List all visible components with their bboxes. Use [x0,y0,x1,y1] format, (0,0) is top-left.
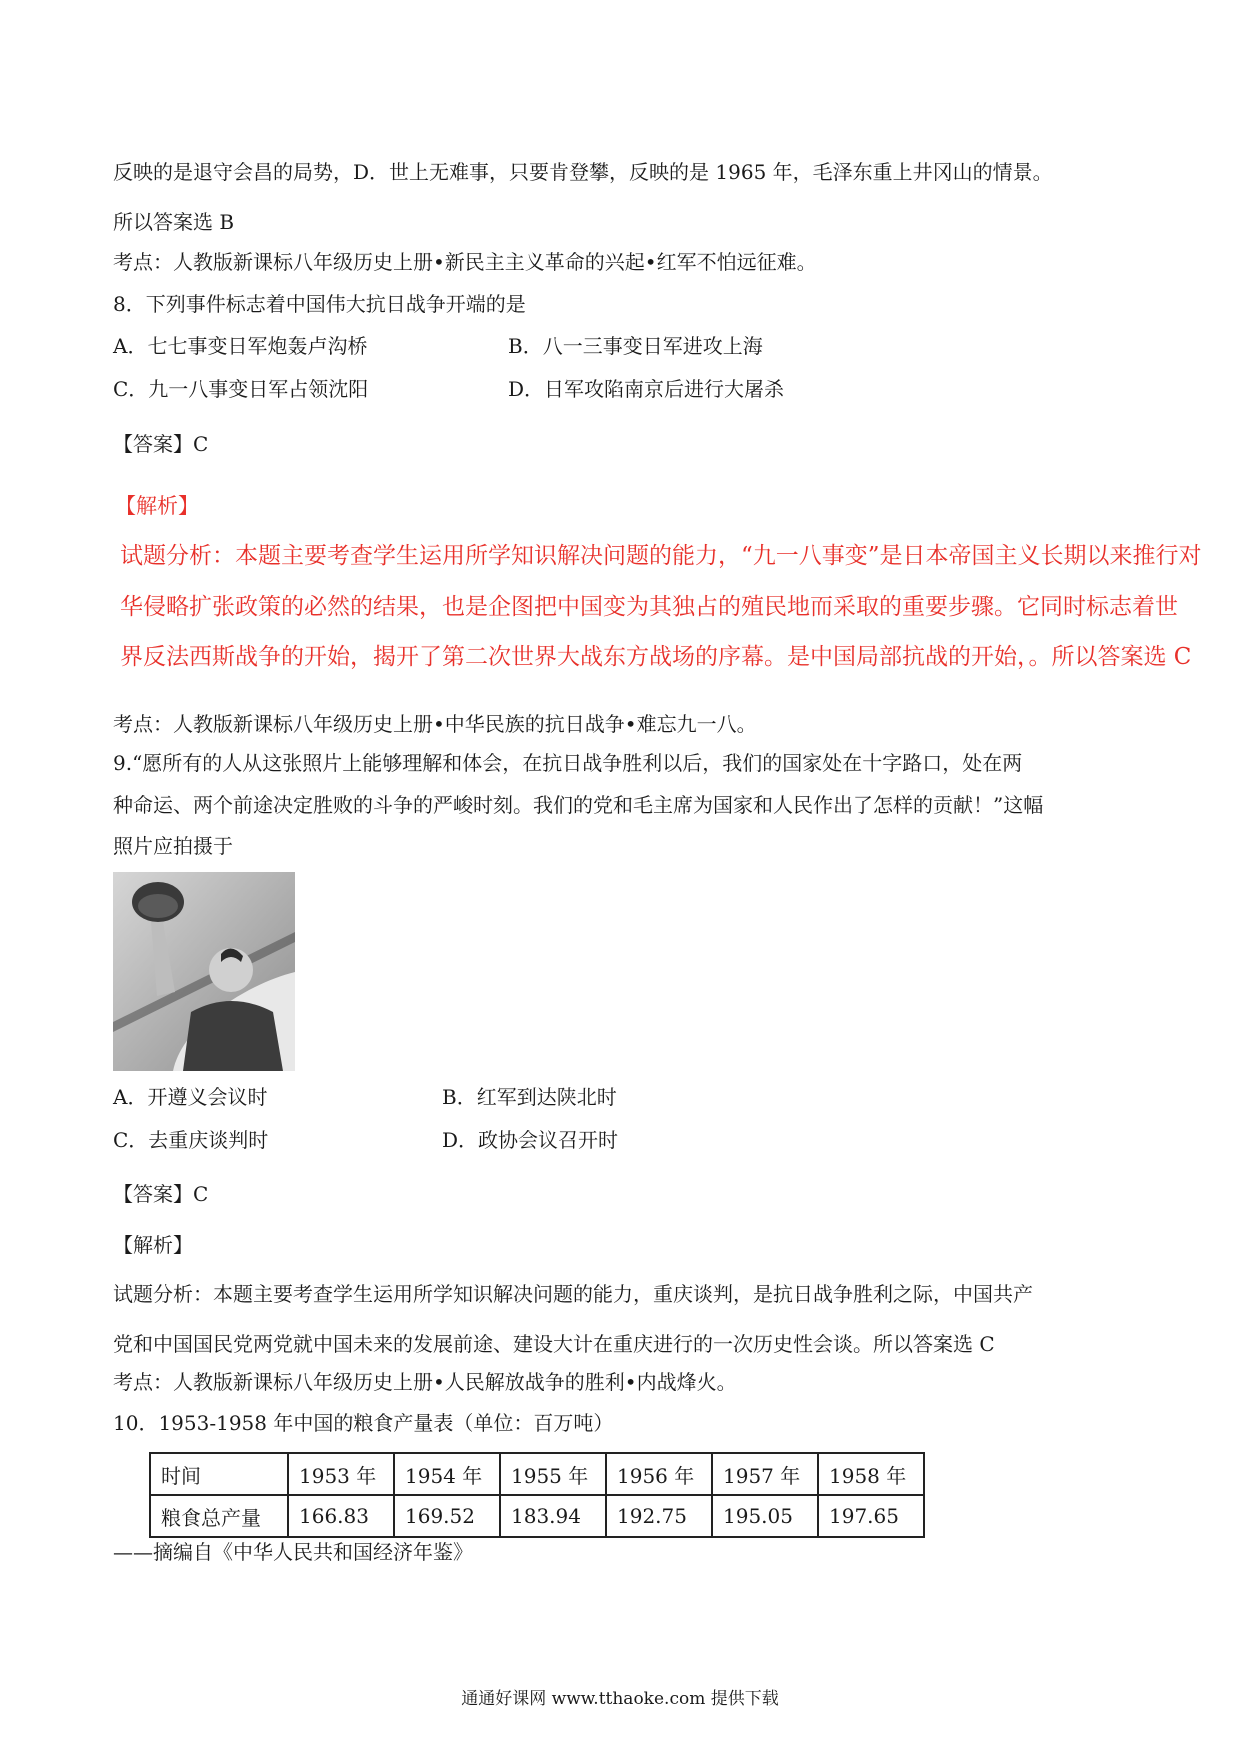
historical-photo [113,872,295,1071]
question-9-stem: 9.“愿所有的人从这张照片上能够理解和体会，在抗日战争胜利以后，我们的国家处在十字路口，处在两 [113,751,1023,775]
grain-production-table [149,1452,925,1538]
table-cell: 粮食总产量 [150,1495,288,1537]
q8-option-b: B．八一三事变日军进攻上海 [508,334,763,358]
table-cell: 183.94 [500,1495,606,1537]
q8-option-d: D．日军攻陷南京后进行大屠杀 [508,377,785,401]
q8-option-c: C．九一八事变日军占领沈阳 [113,377,369,401]
table-cell: 192.75 [606,1495,712,1537]
table-cell: 169.52 [394,1495,500,1537]
question-8-stem: 8．下列事件标志着中国伟大抗日战争开端的是 [113,292,526,316]
table-row [150,1495,924,1537]
q8-kaodian: 考点：人教版新课标八年级历史上册•中华民族的抗日战争•难忘九一八。 [113,712,757,736]
q8-option-a: A．七七事变日军炮轰卢沟桥 [113,334,368,358]
q8-analysis-line: 试题分析：本题主要考查学生运用所学知识解决问题的能力，“九一八事变”是日本帝国主义长期以来推行对 [120,543,1202,569]
q9-analysis-line: 党和中国国民党两党就中国未来的发展前途、建设大计在重庆进行的一次历史性会谈。所以答案选 C [113,1332,995,1356]
q9-kaodian: 考点：人教版新课标八年级历史上册•人民解放战争的胜利•内战烽火。 [113,1370,737,1394]
text-line: 反映的是退守会昌的局势，D．世上无难事，只要肯登攀，反映的是 1965 年，毛泽东重上井冈山的情景。 [113,160,1053,184]
table-cell: 1955 年 [500,1453,606,1495]
page-footer: 通通好课网 www.tthaoke.com 提供下载 [461,1689,779,1709]
table-cell: 195.05 [712,1495,818,1537]
table-cell: 1958 年 [818,1453,924,1495]
q9-option-a: A．开遵义会议时 [113,1085,268,1109]
table-row [150,1453,924,1495]
q9-option-d: D．政协会议召开时 [442,1128,619,1152]
q9-option-c: C．去重庆谈判时 [113,1128,269,1152]
table-source: ——摘编自《中华人民共和国经济年鉴》 [113,1540,473,1564]
question-10-stem: 10．1953-1958 年中国的粮食产量表（单位：百万吨） [113,1411,614,1435]
q9-option-b: B．红军到达陕北时 [442,1085,617,1109]
table-cell: 时间 [150,1453,288,1495]
q9-answer: 【答案】C [113,1182,209,1206]
q9-analysis-heading: 【解析】 [113,1233,193,1257]
table-cell: 1957 年 [712,1453,818,1495]
question-9-stem: 照片应拍摄于 [113,834,233,858]
table-cell: 166.83 [288,1495,394,1537]
table-cell: 1956 年 [606,1453,712,1495]
q8-analysis-line: 华侵略扩张政策的必然的结果，也是企图把中国变为其独占的殖民地而采取的重要步骤。它同时标志着世 [120,594,1178,620]
table-cell: 197.65 [818,1495,924,1537]
q9-analysis-line: 试题分析：本题主要考查学生运用所学知识解决问题的能力，重庆谈判，是抗日战争胜利之际，中国共产 [113,1282,1033,1306]
question-9-stem: 种命运、两个前途决定胜败的斗争的严峻时刻。我们的党和毛主席为国家和人民作出了怎样的贡献！”这幅 [113,793,1044,817]
kaodian-line: 考点：人教版新课标八年级历史上册•新民主主义革命的兴起•红军不怕远征难。 [113,250,817,274]
table-cell: 1954 年 [394,1453,500,1495]
table-cell: 1953 年 [288,1453,394,1495]
q8-analysis-heading: 【解析】 [115,494,199,518]
q8-answer: 【答案】C [113,432,209,456]
text-line: 所以答案选 B [113,210,235,234]
q8-analysis-line: 界反法西斯战争的开始，揭开了第二次世界大战东方战场的序幕。是中国局部抗战的开始，。所以答案选 C [120,644,1192,670]
